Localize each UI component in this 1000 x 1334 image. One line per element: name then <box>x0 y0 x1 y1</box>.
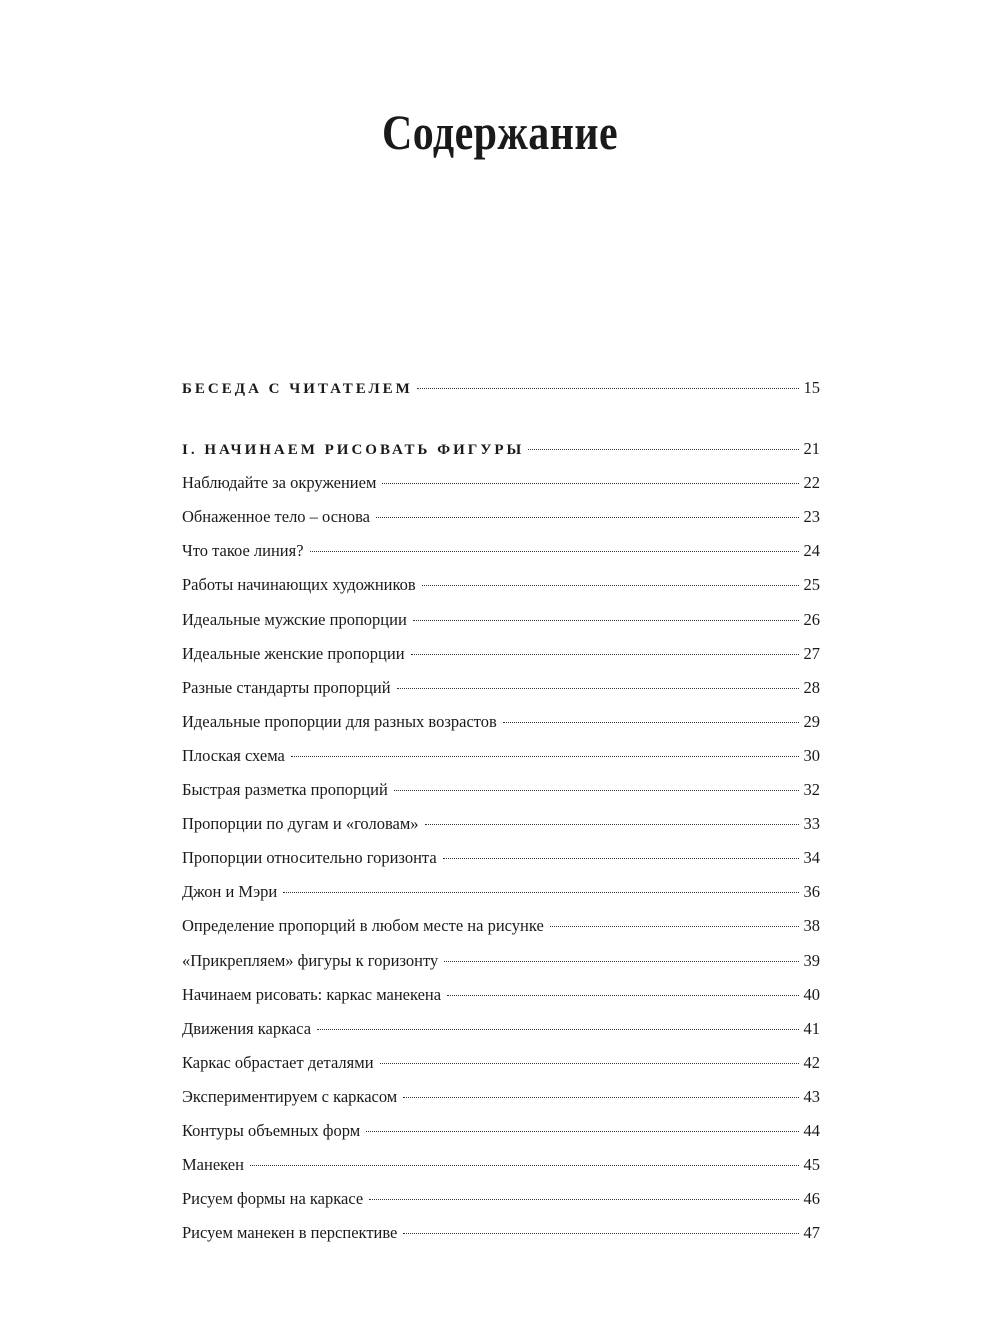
toc-row[interactable] <box>182 534 820 568</box>
toc-row[interactable] <box>182 637 820 671</box>
toc-entry-title: Идеальные женские пропорции <box>182 643 405 663</box>
toc-entry-title: Рисуем формы на каркасе <box>182 1189 364 1209</box>
toc-row[interactable] <box>182 841 820 875</box>
toc-dot-leader <box>417 388 799 389</box>
toc-dot-leader <box>291 756 799 757</box>
toc-page-number: 33 <box>803 814 820 834</box>
toc-row[interactable] <box>182 807 820 841</box>
toc-entry-title: Рисуем манекен в перспективе <box>182 1223 398 1243</box>
toc-row[interactable] <box>182 944 820 978</box>
toc-entry-title: Контуры объемных форм <box>182 1120 361 1140</box>
toc-page-number: 38 <box>803 916 820 936</box>
toc-page-number: 47 <box>803 1223 820 1243</box>
toc-entry-title: Пропорции относительно горизонта <box>182 848 437 868</box>
toc-entry-title: Разные стандарты пропорций <box>182 677 391 697</box>
toc-entry-title: Начинаем рисовать: каркас манекена <box>182 984 442 1004</box>
toc-row[interactable] <box>182 909 820 943</box>
toc-row[interactable] <box>182 1012 820 1046</box>
toc-page-number: 44 <box>803 1120 820 1140</box>
toc-dot-leader <box>444 961 798 962</box>
toc-entry-title: Наблюдайте за окружением <box>182 473 377 493</box>
toc-entry-title: Пропорции по дугам и «головам» <box>182 814 419 834</box>
toc-dot-leader <box>376 517 798 518</box>
toc-entry-title: Определение пропорций в любом месте на рисунке <box>182 916 544 936</box>
toc-page-number: 22 <box>803 473 820 493</box>
toc-row[interactable] <box>182 500 820 534</box>
toc-row[interactable] <box>182 1216 820 1250</box>
toc-dot-leader <box>550 926 799 927</box>
toc-dot-leader <box>413 620 799 621</box>
toc-section-row[interactable] <box>182 432 820 466</box>
toc-entry-title: Экспериментируем с каркасом <box>182 1086 398 1106</box>
toc-row[interactable] <box>182 1046 820 1080</box>
toc-dot-leader <box>394 790 799 791</box>
toc-section-row[interactable] <box>182 371 820 405</box>
toc-row[interactable] <box>182 705 820 739</box>
toc-page-number: 45 <box>803 1155 820 1175</box>
toc-page-number: 28 <box>803 677 820 697</box>
toc-row[interactable] <box>182 1114 820 1148</box>
toc-row[interactable] <box>182 466 820 500</box>
toc-page-number: 34 <box>803 848 820 868</box>
toc-entry-title: Каркас обрастает деталями <box>182 1052 374 1072</box>
toc-dot-leader <box>447 995 798 996</box>
toc-dot-leader <box>382 483 798 484</box>
toc-page-number: 40 <box>803 984 820 1004</box>
toc-entry-title: Манекен <box>182 1155 244 1175</box>
toc-page-number: 26 <box>803 609 820 629</box>
toc-entry-title: I. НАЧИНАЕМ РИСОВАТЬ ФИГУРЫ <box>182 442 525 459</box>
toc-page-number: 23 <box>803 507 820 527</box>
toc-entry-title: «Прикрепляем» фигуры к горизонту <box>182 950 439 970</box>
toc-row[interactable] <box>182 1080 820 1114</box>
toc-row[interactable] <box>182 568 820 602</box>
toc-page-number: 42 <box>803 1052 820 1072</box>
toc-entry-title: Что такое линия? <box>182 541 304 561</box>
toc-dot-leader <box>443 858 799 859</box>
toc-page-number: 15 <box>803 378 820 397</box>
toc-page-number: 39 <box>803 950 820 970</box>
toc-dot-leader <box>397 688 799 689</box>
toc-entry-title: Обнаженное тело – основа <box>182 507 371 527</box>
toc-entry-title: БЕСЕДА С ЧИТАТЕЛЕМ <box>182 381 413 397</box>
toc-page-number: 41 <box>803 1018 820 1038</box>
toc-dot-leader <box>403 1097 798 1098</box>
toc-page-number: 30 <box>803 745 820 765</box>
toc-page-number: 46 <box>803 1189 820 1209</box>
toc-dot-leader <box>528 449 798 450</box>
toc-dot-leader <box>503 722 799 723</box>
toc-row[interactable] <box>182 1182 820 1216</box>
page-title: Содержание <box>381 104 619 160</box>
toc-page-number: 27 <box>803 643 820 663</box>
toc-dot-leader <box>380 1063 799 1064</box>
toc-dot-leader <box>283 892 798 893</box>
toc-entry-title: Идеальные мужские пропорции <box>182 609 407 629</box>
toc-row[interactable] <box>182 671 820 705</box>
toc-dot-leader <box>250 1165 799 1166</box>
toc-row[interactable] <box>182 603 820 637</box>
toc-row[interactable] <box>182 978 820 1012</box>
toc-dot-leader <box>425 824 799 825</box>
toc-dot-leader <box>422 585 799 586</box>
toc-dot-leader <box>310 551 799 552</box>
toc-page-number: 29 <box>803 711 820 731</box>
toc-entry-title: Работы начинающих художников <box>182 575 416 595</box>
toc-entry-title: Движения каркаса <box>182 1018 312 1038</box>
toc-dot-leader <box>317 1029 798 1030</box>
toc-page-number: 43 <box>803 1086 820 1106</box>
toc-entry-title: Джон и Мэри <box>182 882 278 902</box>
toc-row[interactable] <box>182 875 820 909</box>
toc-entry-title: Идеальные пропорции для разных возрастов <box>182 711 497 731</box>
toc-row[interactable] <box>182 773 820 807</box>
toc-page-number: 32 <box>803 780 820 800</box>
toc-dot-leader <box>411 654 799 655</box>
toc-entry-title: Быстрая разметка пропорций <box>182 780 388 800</box>
toc-page-number: 24 <box>803 541 820 561</box>
toc-page-number: 36 <box>803 882 820 902</box>
toc-dot-leader <box>366 1131 798 1132</box>
toc-dot-leader <box>403 1233 798 1234</box>
toc-page-number: 21 <box>803 439 820 459</box>
toc-row[interactable] <box>182 739 820 773</box>
toc-dot-leader <box>369 1199 798 1200</box>
table-of-contents <box>182 371 820 1250</box>
toc-page-number: 25 <box>803 575 820 595</box>
toc-entry-title: Плоская схема <box>182 745 285 765</box>
toc-row[interactable] <box>182 1148 820 1182</box>
